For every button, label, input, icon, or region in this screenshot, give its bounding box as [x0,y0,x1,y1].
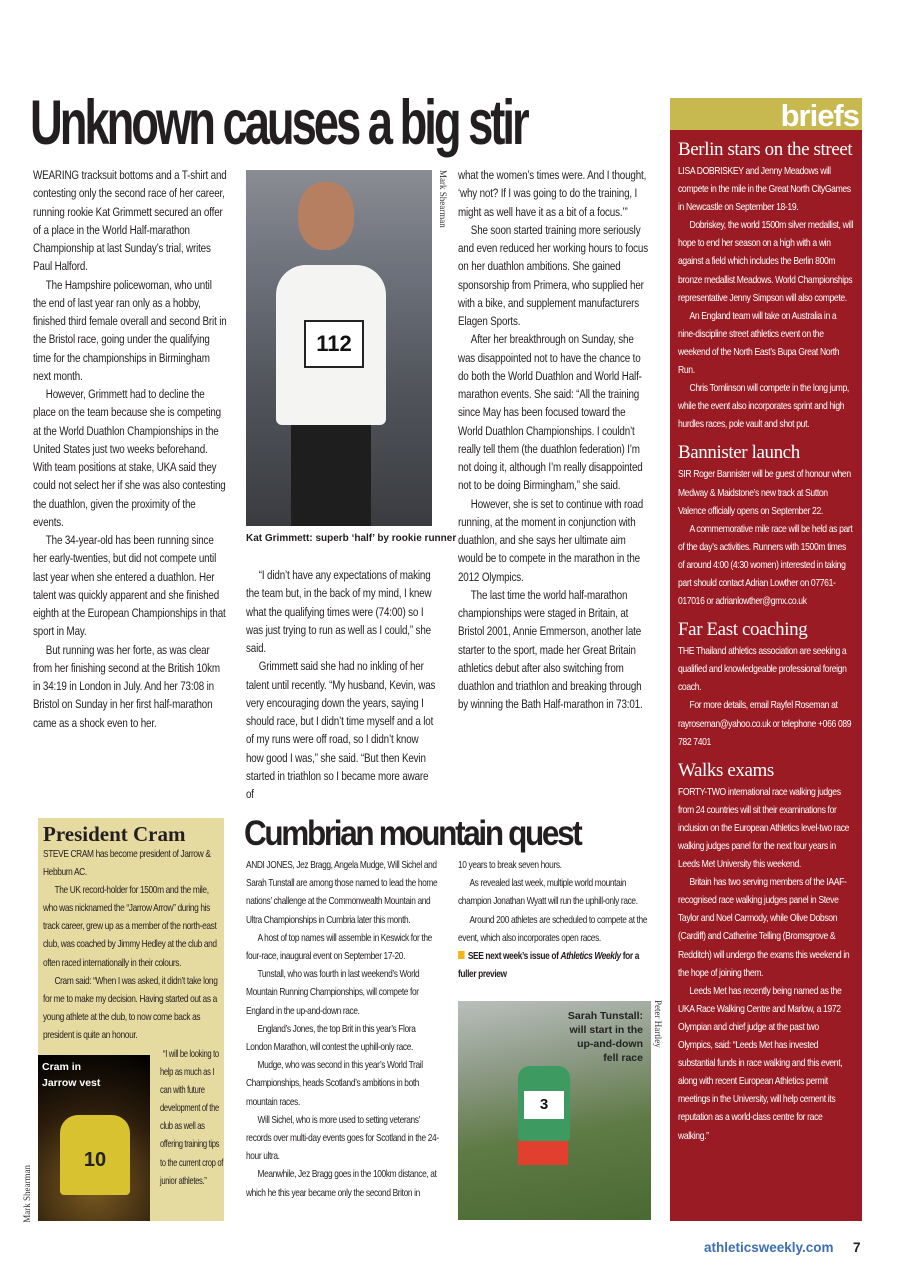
steve-cram-photo [38,1055,150,1221]
main-article-column-2 [246,566,436,803]
main-article-column-3 [458,166,651,714]
briefs-sidebar [670,98,862,1221]
paragraph: Cram said: “When I was asked, it didn’t take long for me to make my decision. Having started out as a young athlete at the club, to now come back as president is quite an honour. [43,975,218,1041]
paragraph: An England team will take on Australia in a nine-discipline street athletics event on the weekend of the North East’s Bupa Great North Run. [678,309,840,377]
race-bib: 3 [524,1091,564,1119]
cumbrian-headline: Cumbrian mountain quest [244,814,581,853]
paragraph: The Hampshire policewoman, who until the end of last year ran only as a hobby, finished third female overall and second Brit in the Bristol race, going under the qualifying time for the championships in Birmingham next month. [33,277,227,383]
cram-quote: “I will be looking to help as much as I can with future development of the club as well as offering training tips to the current crop of junior athletes.” [160,1049,224,1187]
paragraph: 10 years to break seven hours. [458,860,562,871]
brief-title: Far East coaching [678,619,808,641]
brief-berlin [670,138,862,433]
kat-grimmett-photo [246,170,432,526]
paragraph: A host of top names will assemble in Keswick for the four-race, inaugural event on September 17-20. [246,932,432,963]
paragraph: However, Grimmett had to decline the place on the team because she is competing at the World Duathlon Championships in the United States just two weeks beforehand. With team positions at stake, UKA said they could not select her if she was also contesting the duathlon, given the proximity of the events. [33,387,226,529]
runner-figure [298,182,354,250]
brief-title: Berlin stars on the street [678,139,853,160]
brief-walks [670,759,862,1145]
paragraph: ANDI JONES, Jez Bragg, Angela Mudge, Will Sichel and Sarah Tunstall are among those named to lead the home nations’ challenge at the Commonwealth Mountain and Ultra Championships in Cumbria later this month. [246,860,438,926]
paragraph: THE Thailand athletics association are seeking a qualified and knowledgeable professional foreign coach. [678,645,847,694]
paragraph: Chris Tomlinson will compete in the long jump, while the event also incorporates sprint and high hurdles races, pole vault and shot put. [678,382,849,431]
paragraph: LISA DOBRISKEY and Jenny Meadows will compete in the mile in the Great North CityGames in Newcastle on September 18-19. [678,165,851,214]
brief-far-east [670,618,862,751]
paragraph: STEVE CRAM has become president of Jarrow & Hebburn AC. [43,849,211,879]
see-next-week-note: SEE next week’s issue of Athletics Weekly for a fuller preview [458,951,640,981]
brief-title: Walks exams [678,759,774,781]
paragraph: “I didn’t have any expectations of making the team but, in the back of my mind, I knew what the qualifying times were (74:00) so I was just trying to run as well as I could,” she said. [246,568,432,655]
paragraph: The 34-year-old has been running since her early-twenties, but did not compete until last year when she entered a duathlon. Her talent was quickly apparent and she finished eighth at the European Championships in that sport in May. [33,533,226,639]
photo-caption: Kat Grimmett: superb ‘half’ by rookie runner [246,533,457,544]
paragraph: Grimmett said she had no inkling of her talent until recently. “My husband, Kevin, was very encouraging down the years, saying I should race, but I didn’t time myself and a lot of my runs were off road, so I didn’t know how good I was,” she said. “But then Kevin started in triathlon so I became more aware of [246,659,436,801]
paragraph: Leeds Met has recently being named as the UKA Race Walking Centre and Marlow, a 1972 Olympian and chief judge at the past two Olympics, said: “Leeds Met has invested substantial funds in race walking and this event, along with recent European Athletics permit meetings in the University, will help cement its reputation as a world-class centre for race walking.” [678,984,843,1142]
main-headline: Unknown causes a big stir [30,88,527,158]
sarah-tunstall-photo [458,1001,651,1220]
photo-caption: Cram in Jarrow vest [42,1061,101,1089]
paragraph: England’s Jones, the top Brit in this year’s Flora London Marathon, will contest the uphill-only race. [246,1023,416,1054]
paragraph: She soon started training more seriously and even reduced her working hours to focus on her duathlon ambitions. She gained sponsorship from Primera, who supplied her with a bike, and supplement manufacturers Elagen Sports. [458,222,648,328]
paragraph: Meanwhile, Jez Bragg goes in the 100km distance, at which he this year became only the second Briton in [246,1169,437,1199]
paragraph: Around 200 athletes are scheduled to compete at the event, which also incorporates open races. [458,914,648,944]
race-bib: 112 [304,320,364,368]
page-number: 7 [853,1240,861,1255]
paragraph: SIR Roger Bannister will be guest of honour when Medway & Maidstone’s new track at Sutton Valence officially opens on September 22. [678,468,851,517]
paragraph: Dobriskey, the world 1500m silver medallist, will hope to end her season on a high with a win against a field which includes the Berlin 800m bronze medallist Meadows. World Championships representative Jenny Simpson will also compete. [678,219,854,304]
paragraph: Mudge, who was second in this year’s World Trail Championships, heads Scotland’s ambitions in both mountain races. [246,1060,423,1108]
brief-title: Bannister launch [678,442,800,464]
cumbrian-column-1 [246,857,441,1203]
photo-caption: Sarah Tunstall: will start in the up-and-down fell race [567,1010,643,1064]
footer-website-link[interactable]: athleticsweekly.com [704,1240,834,1255]
cram-title: President Cram [43,822,186,846]
cumbrian-column-2 [458,857,652,984]
paragraph: But running was her forte, as was clear from her finishing second at the British 10km in 34:19 in London in July. And her 73:08 in Bristol on Sunday in her first half-marathon came as a shock even to her. [33,642,220,730]
main-article-column-1 [33,166,227,732]
brief-bannister [670,441,862,610]
paragraph: FORTY-TWO international race walking judges from 24 countries will sit their examinations for inclusion on the European Athletics level-two race walking judges panel for the next four years in Leeds Met University this weekend. [678,785,850,871]
paragraph: WEARING tracksuit bottoms and a T-shirt and contesting only the second race of her career, running rookie Kat Grimmett secured an offer of a place in the World Half-marathon Championship at last Sunday’s trial, writes Paul Halford. [33,168,227,274]
photo-credit: Mark Shearman [22,1165,32,1223]
race-bib: 10 [60,1115,130,1195]
paragraph: The UK record-holder for 1500m and the mile, who was nicknamed the “Jarrow Arrow” during his track career, grew up as a member of the north-east club, was coached by Jimmy Hedley at the club and often raced internationally in their colours. [43,885,217,969]
paragraph: The last time the world half-marathon championships were staged in Britain, at Bristol 2001, Annie Emmerson, another late starter to the sport, made her Great Britain athletics debut after also switching from duathlon and triathlon and breaking through by winning the Bath Half-marathon in 73:01. [458,587,643,712]
briefs-header: briefs [670,98,862,130]
paragraph: Britain has two serving members of the IAAF-recognised race walking judges panel in Steve Taylor and Noel Carmody, while Olive Dobson (Cardiff) and Catherine Telling (Bromsgrove & Redditch) will undergo the exams this weekend in the hope of joining them. [678,876,850,979]
paragraph: As revealed last week, multiple world mountain champion Jonathan Wyatt will run the uphill-only race. [458,878,638,908]
paragraph: Tunstall, who was fourth in last weekend’s World Mountain Running Championships, will compete for England in the up-and-down race. [246,969,420,1017]
paragraph: After her breakthrough on Sunday, she was disappointed not to have the chance to do both the World Duathlon and World Half-marathon events. She said: “All the training since May has been focused toward the World Duathlon Championships. I couldn’t really tell them (the duathlon federation) I’m not doing it, although I’m really disappointed not to be doing Birmingham,” she said. [458,332,643,493]
photo-credit: Peter Hartley [653,1000,663,1048]
paragraph: what the women’s times were. And I thought, ‘why not? If I was going to do the training, I might as well have it as a bit of a focus.’” [458,168,647,219]
photo-credit: Mark Shearman [438,170,448,228]
paragraph: A commemorative mile race will be held as part of the day’s activities. Runners with 1500m times of around 4:00 (4:30 women) interested in taking part should contact Adrian Lowther on 07761-017016 or adrianlowther@gmx.co.uk [678,522,853,608]
bullet-square-icon [458,951,465,959]
paragraph: Will Sichel, who is more used to setting veterans’ records over multi-day events goes for Scotland in the 24-hour ultra. [246,1114,439,1163]
paragraph: However, she is set to continue with road running, at the moment in conjunction with duathlon, and she says her ultimate aim would be to compete in the marathon in the 2012 Olympics. [458,496,644,584]
paragraph: For more details, email Rayfel Roseman at rayroseman@yahoo.co.uk or telephone +066 089 782 7401 [678,699,852,748]
